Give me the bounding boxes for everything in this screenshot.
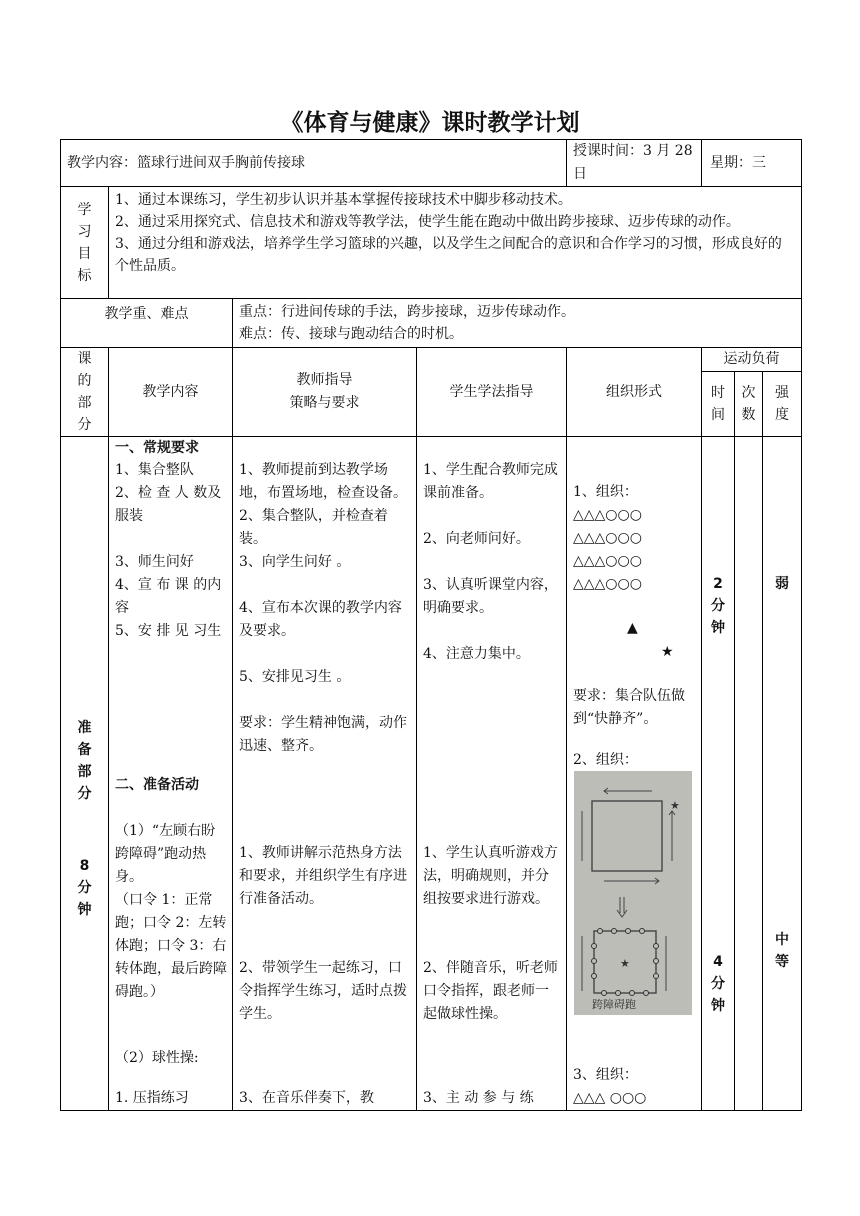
time-cell (702, 437, 735, 1111)
warmup-field-sketch (574, 771, 692, 1015)
col-intensity: 强度 (763, 372, 802, 437)
teacher-warmup: 1、教师讲解示范热身方法和要求，并组织学生有序进行准备活动。 2、带领学生一起练习，口令指挥学生练习，适时点拨学生。 (239, 845, 407, 1022)
intensity-value-1: 弱 (775, 576, 790, 592)
sketch-caption: 跨障碍跑 (592, 998, 636, 1011)
lesson-time-cell (567, 140, 702, 187)
org-cell (567, 437, 702, 1111)
col-time: 时间 (702, 372, 735, 437)
count-cell (735, 437, 763, 1111)
intensity-cell (763, 437, 802, 1111)
student-routine: 1、学生配合教师完成课前准备。 2、向老师问好。 3、认真听课堂内容，明确要求。 4、注意力集中。 (423, 462, 558, 662)
org-formation-row: △△△ ○○○ (573, 1090, 647, 1106)
teacher-marker-icon: ▲ (627, 620, 638, 636)
time-value-2: 4 分 钟 (711, 954, 725, 1014)
svg-text:★: ★ (620, 957, 630, 970)
content-cell (109, 437, 233, 1111)
lesson-time: 授课时间：3 月 28 日 (573, 143, 693, 182)
col-load: 运动负荷 (702, 348, 802, 372)
org-formation-row: △△△○○○ (573, 507, 642, 523)
org-formation-row: △△△○○○ (573, 553, 642, 569)
content-heading-routine: 一、常规要求 (115, 440, 199, 456)
col-content: 教学内容 (109, 348, 233, 437)
focus-key: 重点：行进间传球的手法，跨步接球，迈步传球动作。 (239, 304, 575, 320)
weekday-cell (702, 140, 802, 187)
col-student: 学生学法指导 (417, 348, 567, 437)
time-value-1: 2 分 钟 (711, 576, 725, 636)
col-part: 课的部分 (61, 348, 109, 437)
sketch-drawing (574, 771, 692, 1015)
col-count: 次数 (735, 372, 763, 437)
col-org: 组织形式 (567, 348, 702, 437)
star-marker-icon: ★ (661, 644, 674, 660)
focus-difficulty: 难点：传、接球与跑动结合的时机。 (239, 326, 463, 342)
focus-cell (233, 299, 802, 348)
part-time: 8分钟 (77, 858, 92, 918)
page-title: 《体育与健康》课时教学计划 (280, 110, 580, 136)
part-cell (61, 437, 109, 1111)
teacher-routine: 1、教师提前到达教学场地，布置场地，检查设备。 2、集合整队，并检查着装。 3、向学生问好 。 4、宣布本次课的教学内容及要求。 5、安排见习生 。 要求：学生精神饱满，动作迅速、整齐。 (239, 462, 407, 754)
content-finger-press: 1. 压指练习 (115, 1090, 189, 1106)
content-routine-list: 1、集合整队 2、检 查 人 数及服装 3、师生问好 4、宣 布 课 的内容 5、安 排 见 习生 (115, 462, 222, 639)
col-teacher: 教师指导 策略与要求 (233, 348, 417, 437)
student-cell (417, 437, 567, 1111)
content-warmup: （1）“左顾右盼跨障碍”跑动热身。 （口令 1：正常跑；口令 2：左转体跑；口令 3：右转体跑，最后跨障碍跑。） (115, 823, 227, 1000)
goals-text: 1、通过本课练习，学生初步认识并基本掌握传接球技术中脚步移动技术。 2、通过采用探究式、信息技术和游戏等教学法，使学生能在跑动中做出跨步接球、迈步传球的动作。 3、通过分组和游戏法，培养学生学习篮球的兴趣，以及学生之间配合的意识和合作学习的习惯，形成良好的个性品质。 (109, 187, 802, 299)
weekday: 星期：三 (710, 154, 766, 171)
lesson-content: 教学内容：篮球行进间双手胸前传接球 (67, 154, 305, 171)
svg-text:★: ★ (670, 799, 680, 812)
student-warmup: 1、学生认真听游戏方法，明确规则，并分组按要求进行游戏。 2、伴随音乐，听老师口令指挥，跟老师一起做球性操。 (423, 845, 558, 1022)
org-label-3: 3、组织： (573, 1067, 638, 1083)
org-label-2: 2、组织： (573, 752, 638, 768)
part-name: 准备部分 (77, 720, 92, 802)
org-formation-row: △△△○○○ (573, 576, 642, 592)
org-label-1: 1、组织： (573, 484, 638, 500)
teacher-cell (233, 437, 417, 1111)
focus-label: 教学重、难点 (61, 299, 233, 348)
content-heading-warmup: 二、准备活动 (115, 777, 199, 793)
org-requirement: 要求：集合队伍做到“快静齐”。 (573, 688, 685, 727)
intensity-value-2: 中 等 (775, 932, 790, 970)
goals-label: 学习目标 (61, 187, 109, 299)
lesson-plan-table (60, 139, 802, 1111)
content-ball-drill: （2）球性操: (115, 1050, 199, 1066)
org-formation-row: △△△○○○ (573, 530, 642, 546)
teacher-music: 3、在音乐伴奏下，教 (239, 1090, 374, 1106)
lesson-content-cell (61, 140, 567, 187)
student-practice: 3、主 动 参 与 练 (423, 1090, 534, 1106)
